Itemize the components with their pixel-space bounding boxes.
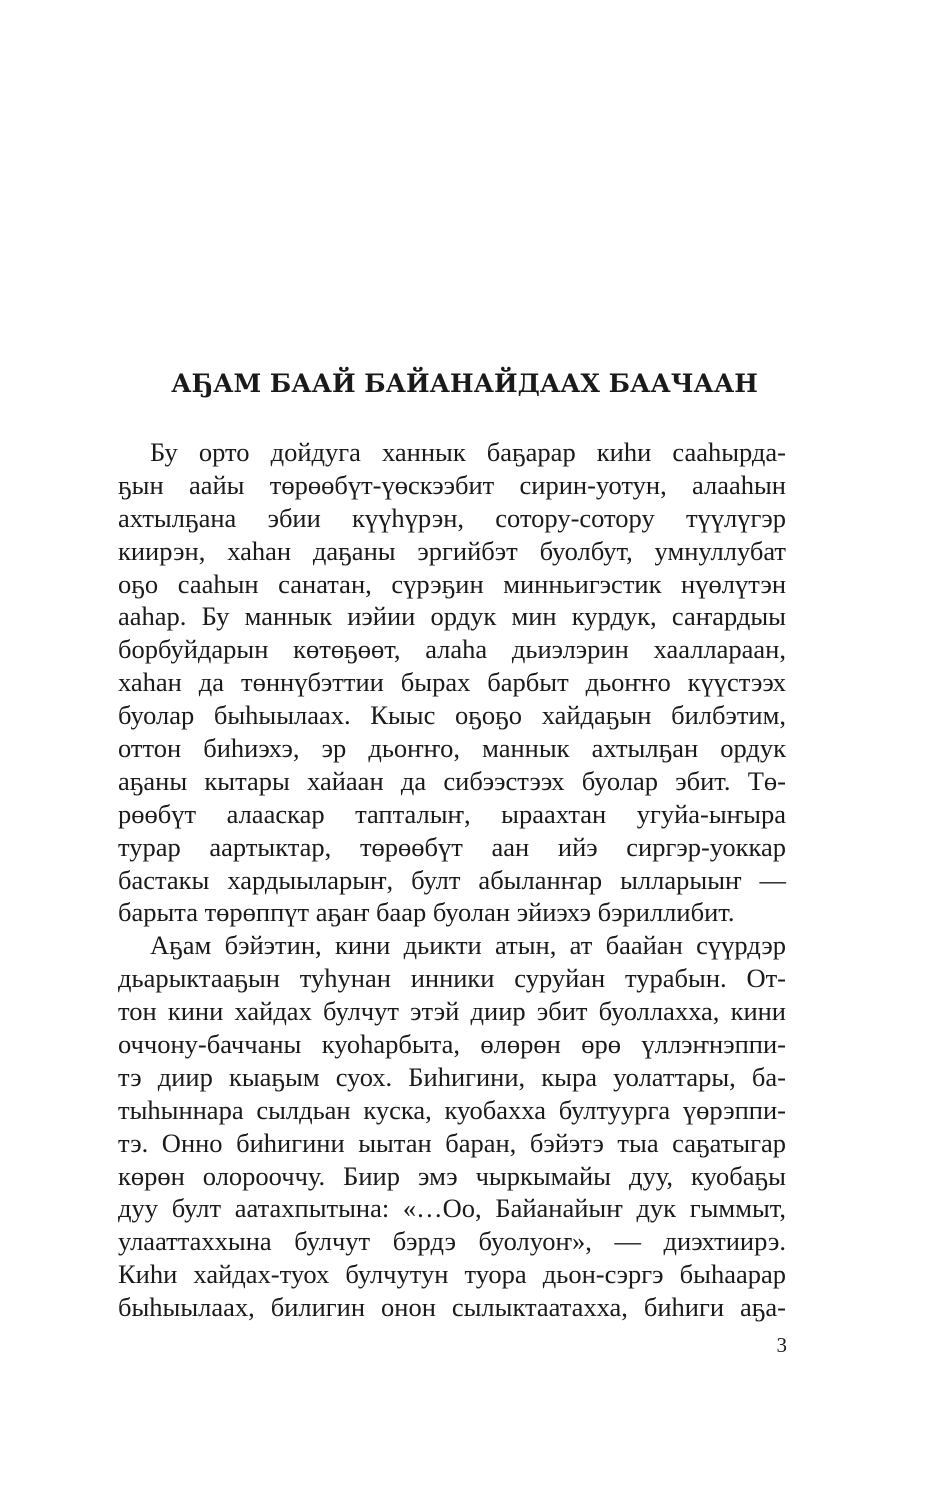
paragraph-2 [118, 929, 786, 1324]
text-line: хаһан да төннүбэттии бырах барбыт дьоҥҥо күүстээх [118, 667, 786, 698]
page-number: 3 [776, 1333, 787, 1357]
body-text [118, 436, 786, 1324]
text-line: ааһар. Бу маннык иэйии ордук мин курдук, саҥардыы [118, 601, 786, 632]
text-line: киирэн, хаһан даҕаны эргийбэт буолбут, умнуллубат [118, 535, 786, 566]
text-line: оччону-баччаны куоһарбыта, өлөрөн өрө үллэҥнэппи- [118, 1029, 786, 1060]
text-line: дьарыктааҕын туһунан инники суруйан турабын. От- [118, 963, 786, 994]
text-line: ҕын аайы төрөөбүт-үөскээбит сирин-уотун, алааһын [118, 469, 786, 500]
text-line: аҕаны кытары хайаан да сибээстээх буолар эбит. Тө- [118, 765, 786, 796]
text-line: ахтылҕана эбии күүһүрэн, сотору-сотору түүлүгэр [118, 502, 786, 533]
text-line: барыта төрөппүт аҕаҥ баар буолан эйиэхэ бэриллибит. [118, 897, 735, 928]
text-line: улааттаххына булчут бэрдэ буолуоҥ», — диэхтиирэ. [118, 1226, 786, 1257]
text-line: Бу орто дойдуга ханнык баҕарар киһи сааһырда- [150, 437, 786, 467]
text-line: дуу булт аатахпытына: «…Оо, Байанайыҥ дук гыммыт, [118, 1193, 786, 1224]
text-line: быһыылаах, билигин онон сылыктаатахха, биһиги аҕа- [118, 1292, 786, 1323]
text-line: бастакы хардыыларыҥ, булт абыланҥар ылларыыҥ — [118, 864, 786, 895]
text-line: рөөбүт алааскар тапталыҥ, ыраахтан угуйа-ыҥыра [118, 798, 786, 829]
text-line: оттон биһиэхэ, эр дьоҥҥо, маннык ахтылҕан ордук [118, 733, 786, 764]
page-title: АҔАМ БААЙ БАЙАНАЙДААХ БААЧААН [171, 369, 758, 398]
paragraph-1 [118, 436, 786, 929]
text-line: тэ диир кыаҕым суох. Биһигини, кыра уолаттары, ба- [118, 1061, 786, 1092]
text-line: Киһи хайдах-туох булчутун туора дьон-сэргэ быһаарар [118, 1259, 786, 1290]
text-line: Аҕам бэйэтин, кини дьикти атын, ат баайан сүүрдэр [150, 930, 786, 961]
text-line: борбуйдарын көтөҕөөт, алаһа дьиэлэрин хааллараан, [118, 634, 786, 665]
text-line: оҕо сааһын санатан, сүрэҕин минньигэстик нүөлүтэн [118, 568, 786, 599]
text-line: тэ. Онно биһигини ыытан баран, бэйэтэ тыа саҕатыгар [118, 1127, 786, 1158]
text-line: көрөн олорооччу. Биир эмэ чыркымайы дуу, куобаҕы [118, 1160, 786, 1191]
text-line: тон кини хайдах булчут этэй диир эбит буоллахха, кини [118, 996, 786, 1027]
text-line: буолар быһыылаах. Кыыс оҕоҕо хайдаҕын билбэтим, [118, 700, 786, 731]
text-line: турар аартыктар, төрөөбүт аан ийэ сиргэр-уоккар [118, 831, 786, 862]
text-line: тыһыннара сылдьан куска, куобахха бултуурга үөрэппи- [118, 1094, 786, 1125]
